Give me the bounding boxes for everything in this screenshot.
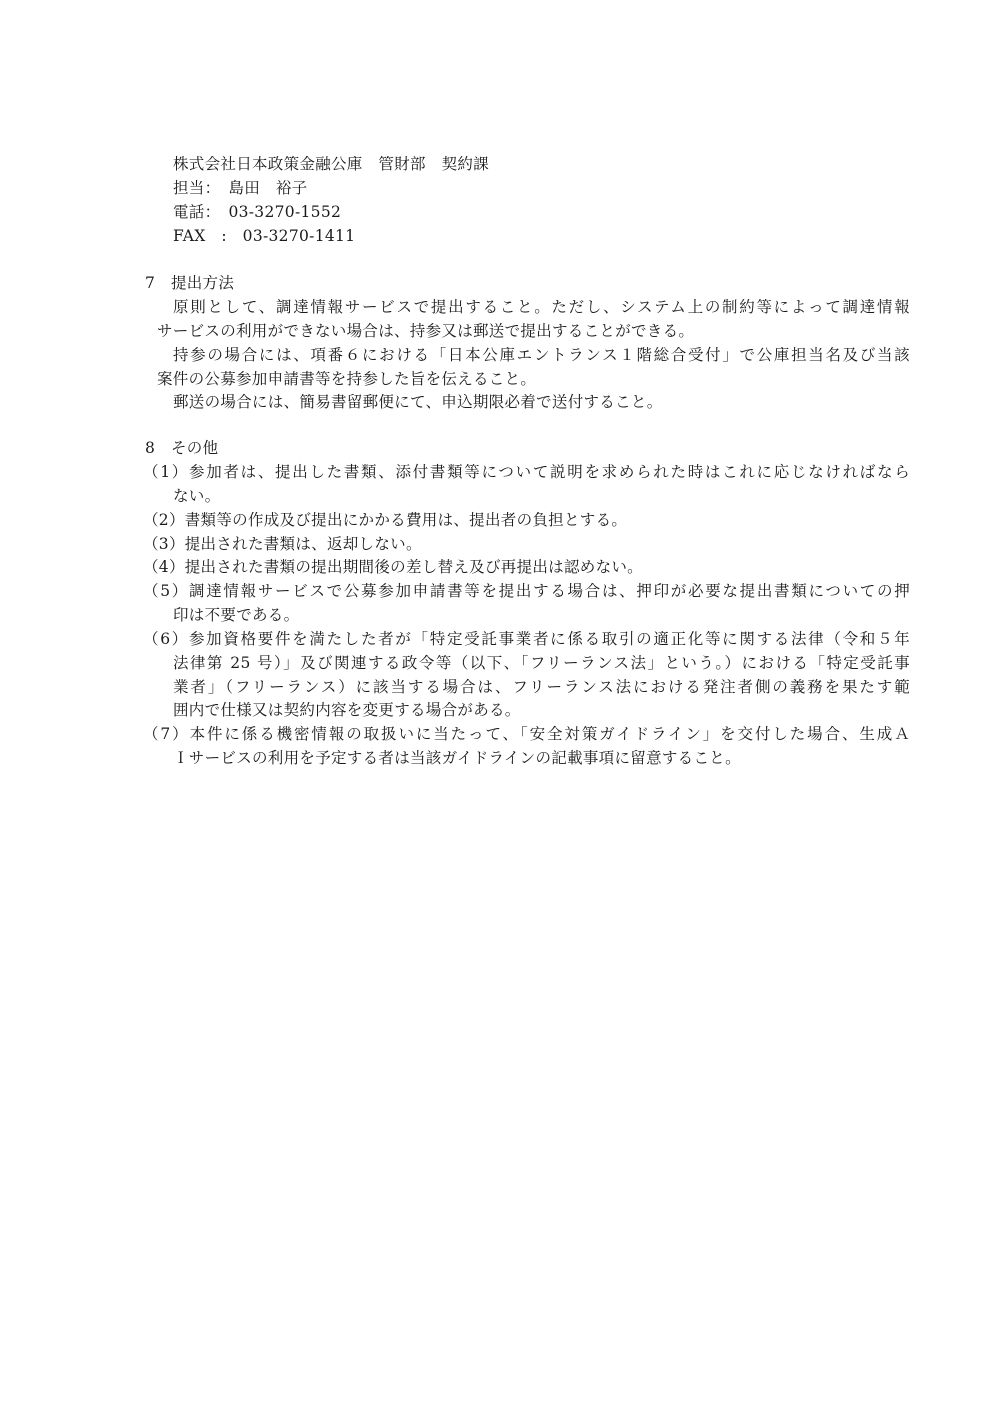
section8-item6-line2: 法律第 25 号）」及び関連する政令等（以下、「フリーランス法」という。）における「特定受託事 [173,654,910,672]
section8-item5-line1: （5）調達情報サービスで公募参加申請書等を提出する場合は、押印が必要な提出書類についての押 [143,582,910,600]
section8-item1-line1: （1）参加者は、提出した書類、添付書類等について説明を求められた時はこれに応じなければなら [143,463,910,481]
section8-item3: （3）提出された書類は、返却しない。 [143,535,422,553]
section8-item6-line4: 囲内で仕様又は契約内容を変更する場合がある。 [173,701,521,719]
section8-item6-line3: 業者」（フリーランス）に該当する場合は、フリーランス法における発注者側の義務を果たす範 [173,678,910,696]
section8-item6-line1: （6）参加資格要件を満たした者が「特定受託事業者に係る取引の適正化等に関する法律（令和５年 [143,630,910,648]
section8-item5-line2: 印は不要である。 [173,606,300,624]
section8-item7-line2: Ｉサービスの利用を予定する者は当該ガイドラインの記載事項に留意すること。 [173,749,741,767]
section8-item7-line1: （7）本件に係る機密情報の取扱いに当たって、「安全対策ガイドライン」を交付した場合、生成Ａ [143,725,910,743]
section7-para2-line1: 持参の場合には、項番６における「日本公庫エントランス１階総合受付」で公庫担当名及び当該 [173,346,910,364]
section7-para2-line2: 案件の公募参加申請書等を持参した旨を伝えること。 [157,370,537,388]
section7-para1-line2: サービスの利用ができない場合は、持参又は郵送で提出することができる。 [157,322,695,340]
contact-org: 株式会社日本政策金融公庫 管財部 契約課 [173,155,490,173]
contact-person: 担当： 島田 裕子 [173,179,308,197]
section8-heading: 8 その他 [145,439,219,457]
section7-para3-line1: 郵送の場合には、簡易書留郵便にて、申込期限必着で送付すること。 [173,393,663,411]
section7-para1-line1: 原則として、調達情報サービスで提出すること。ただし、システム上の制約等によって調達情報 [173,298,910,316]
section8-item1-line2: ない。 [173,487,221,505]
contact-phone: 電話： 03-3270-1552 [173,203,342,221]
contact-fax: FAX : 03-3270-1411 [173,227,356,245]
section8-item4: （4）提出された書類の提出期間後の差し替え及び再提出は認めない。 [143,558,643,576]
section7-heading: 7 提出方法 [145,274,235,292]
section8-item2: （2）書類等の作成及び提出にかかる費用は、提出者の負担とする。 [143,511,628,529]
